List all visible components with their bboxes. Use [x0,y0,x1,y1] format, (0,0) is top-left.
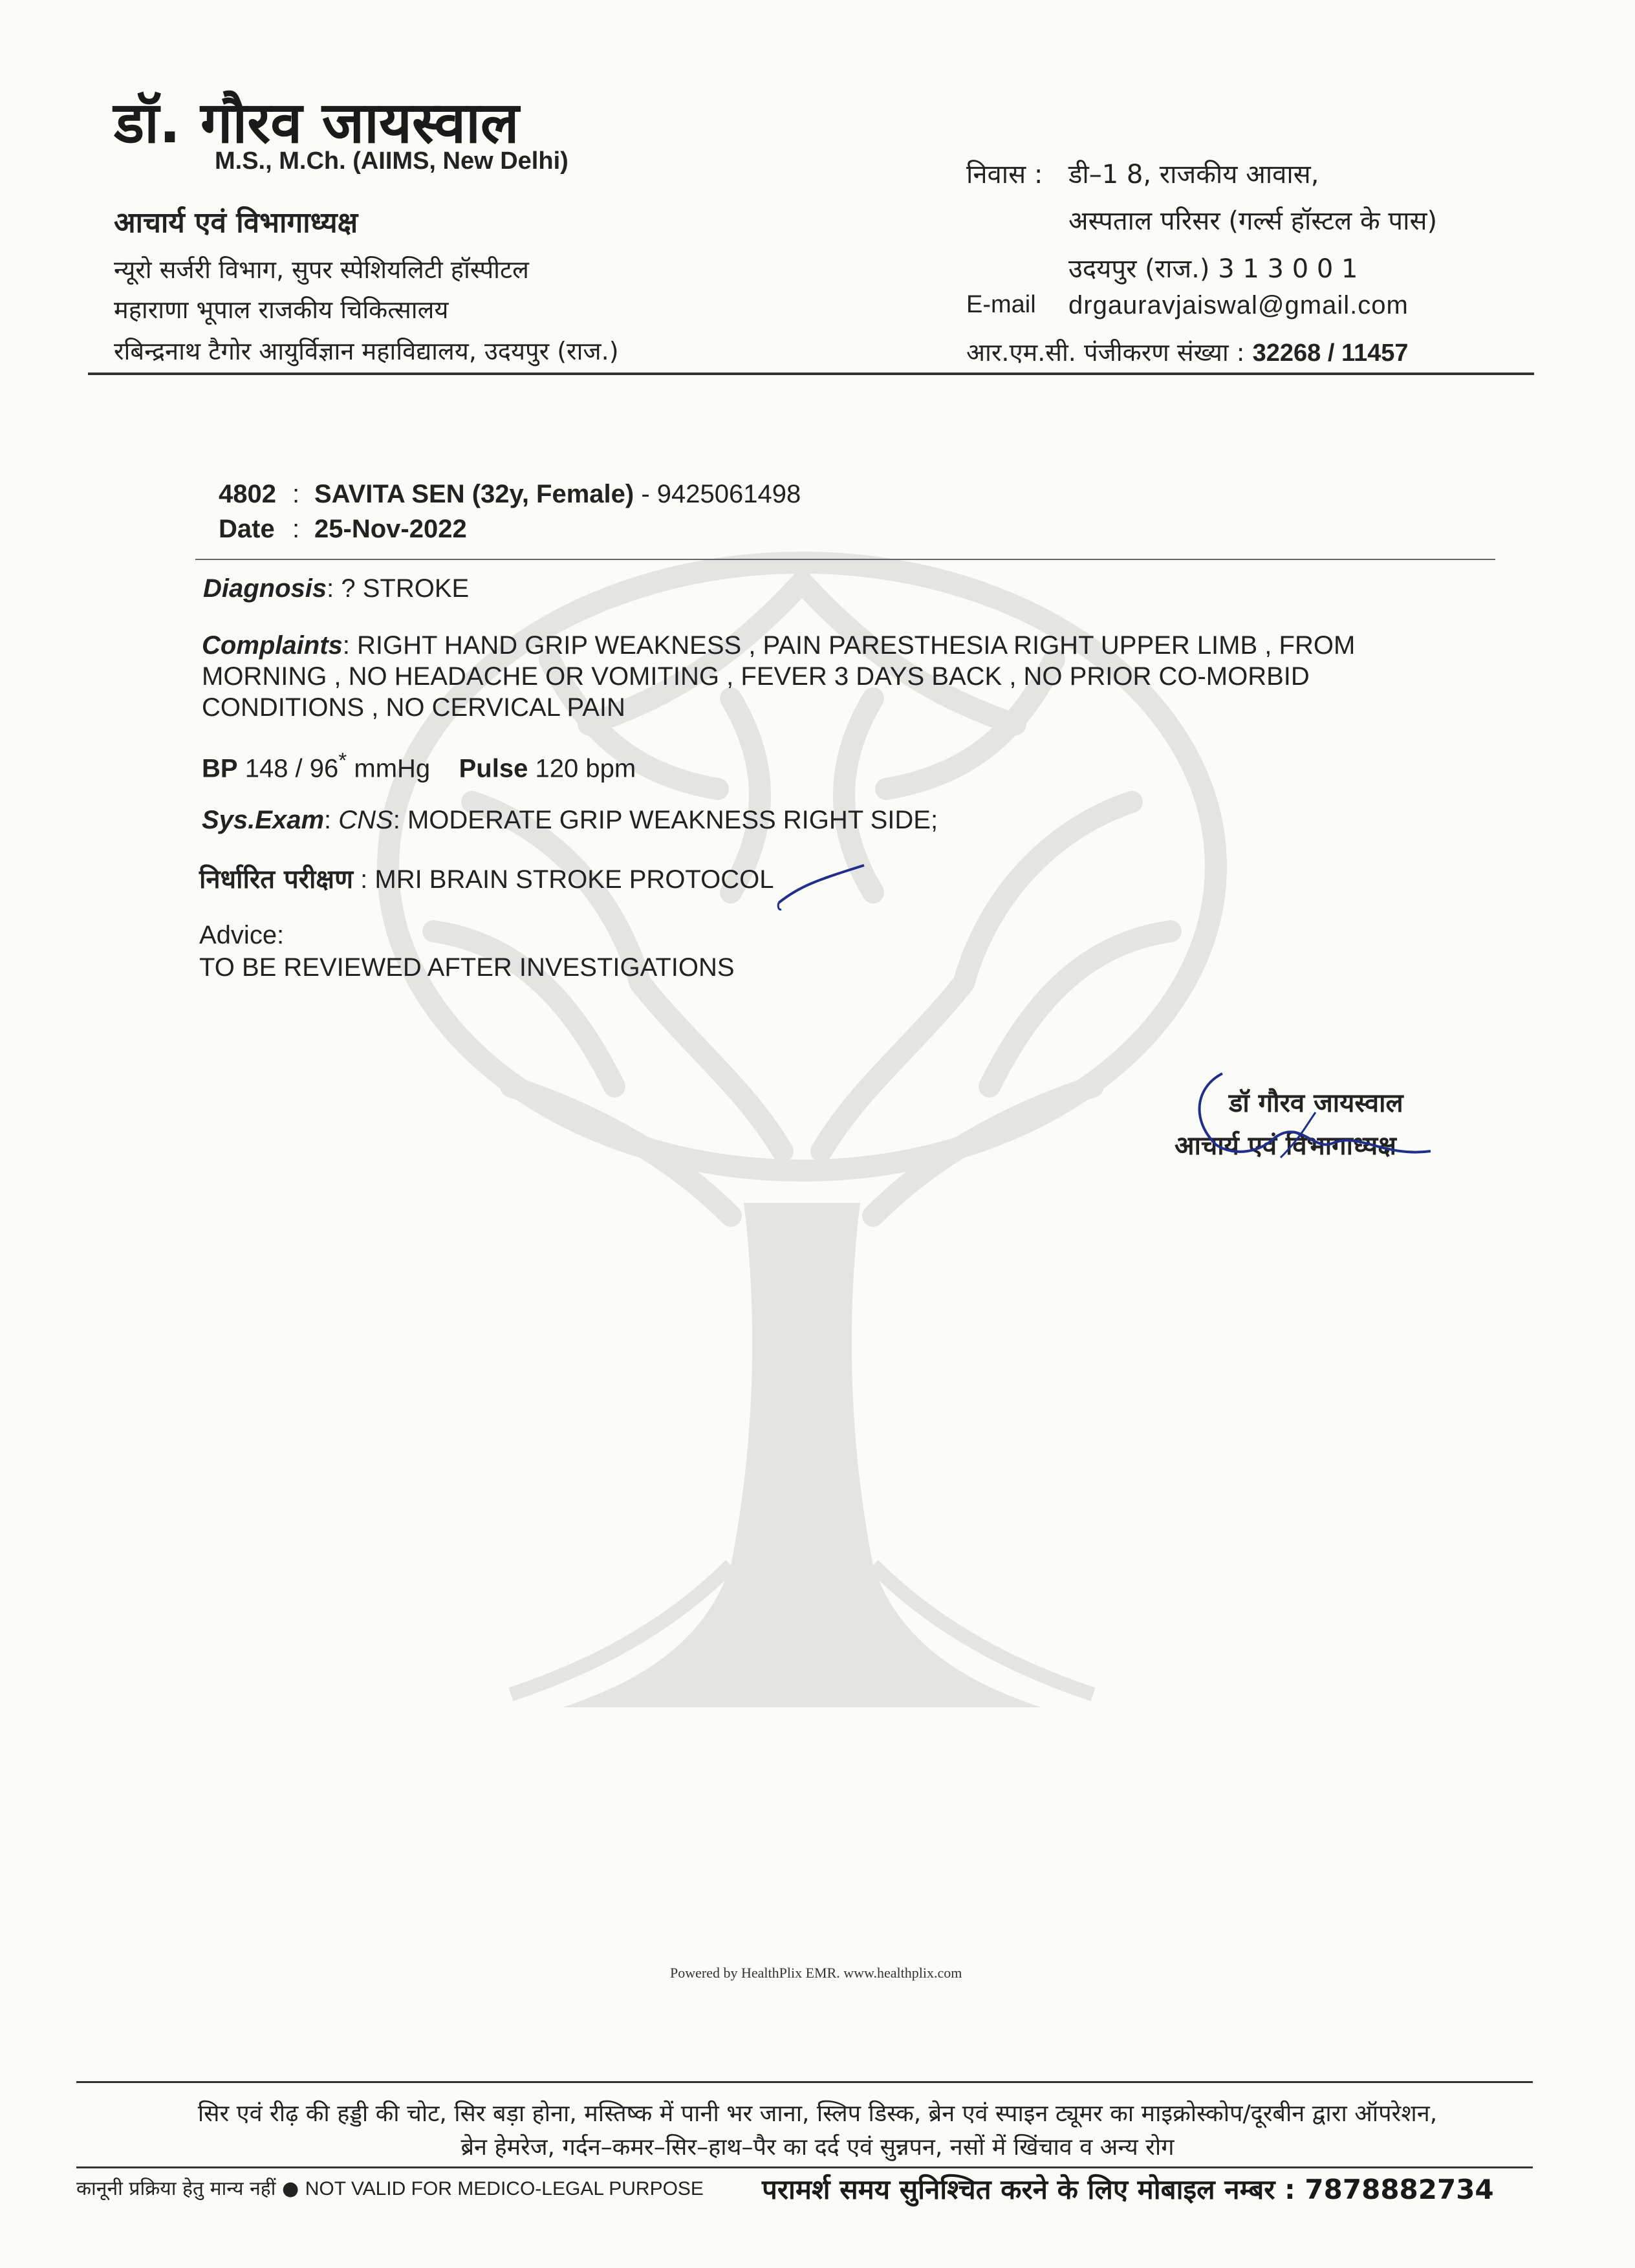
signature-designation: आचार्य एवं विभागाध्यक्ष [1175,1131,1396,1161]
email-label: E-mail [966,291,1036,318]
bullet-icon: ● [281,2177,299,2200]
pulse-label: Pulse [459,754,528,783]
advice-label: Advice: [199,921,285,949]
system-exam: Sys.Exam: CNS: MODERATE GRIP WEAKNESS RIGHT SIDE; [202,806,938,834]
department-line: रबिन्द्रनाथ टैगोर आयुर्विज्ञान महाविद्यालय, उदयपुर (राज.) [114,337,619,365]
footer-divider [76,2166,1533,2168]
signature-name: डॉ गौरव जायस्वाल [1229,1088,1403,1118]
patient-id-separator: : [292,480,300,508]
footer-divider [76,2081,1533,2083]
bp-label: BP [202,754,238,783]
department-line: न्यूरो सर्जरी विभाग, सुपर स्पेशियलिटी हॉस्पीटल [114,255,529,284]
patient-details [314,480,801,509]
patient-name: SAVITA SEN (32y, Female) [314,480,634,508]
investigations [199,860,774,896]
date-separator: : [292,515,300,543]
doctor-degree: M.S., M.Ch. (AIIMS, New Delhi) [215,147,568,175]
complaints-value: : RIGHT HAND GRIP WEAKNESS , PAIN PARESTHESIA RIGHT UPPER LIMB , FROM MORNING , NO HEADACHE OR VOMITING , FEVER 3 DAYS BACK , NO PRIOR CO-MORBID CONDITIONS , NO CERVICAL PAIN [202,631,1356,722]
legal-notice [76,2174,704,2201]
patient-divider [195,559,1495,560]
handwritten-signature [1177,1061,1449,1171]
date-label: Date [219,515,275,543]
sys-exam-label: Sys.Exam [202,806,325,834]
bp-value: 148 / 96 [244,754,339,783]
complaints [202,630,1469,723]
services-line: सिर एवं रीढ़ की हड्डी की चोट, सिर बड़ा होना, मस्तिष्क में पानी भर जाना, स्लिप डिस्क, ब्रेन एवं स्पाइन ट्यूमर का माइक्रोस्कोप/दूरबीन द्वारा ऑपरेशन, [197,2101,1438,2127]
brain-tree-watermark-icon [278,530,1326,1824]
visit-date: 25-Nov-2022 [314,515,467,543]
sys-exam-sub: CNS [338,806,393,834]
diagnosis-label: Diagnosis [203,574,327,603]
residence-line: डी–1 8, राजकीय आवास, [1068,160,1319,189]
legal-notice-hindi: कानूनी प्रक्रिया हेतु मान्य नहीं [76,2177,276,2200]
diagnosis-value: : ? STROKE [327,574,470,603]
advice-value: TO BE REVIEWED AFTER INVESTIGATIONS [199,953,735,982]
header-divider [88,373,1534,375]
registration-number: 32268 / 11457 [1252,340,1409,367]
legal-notice-english: NOT VALID FOR MEDICO-LEGAL PURPOSE [305,2178,704,2199]
services-line: ब्रेन हेमरेज, गर्दन–कमर–सिर–हाथ–पैर का दर्द एवं सुन्नपन, नसों में खिंचाव व अन्य रोग [460,2134,1175,2161]
email-address: drgauravjaiswal@gmail.com [1068,291,1409,319]
residence-line: उदयपुर (राज.) 3 1 3 0 0 1 [1068,254,1358,284]
complaints-label: Complaints [202,631,343,660]
residence-line: अस्पताल परिसर (गर्ल्स हॉस्टल के पास) [1068,206,1438,236]
registration [966,335,1409,369]
doctor-name: डॉ. गौरव जायस्वाल [114,89,519,156]
residence-label: निवास : [966,160,1043,189]
diagnosis [203,574,469,603]
investigation-value: : MRI BRAIN STROKE PROTOCOL [360,865,774,894]
patient-phone: - 9425061498 [641,480,801,508]
pulse-value: 120 bpm [535,754,636,783]
registration-label: आर.एम.सी. पंजीकरण संख्या : [966,338,1245,367]
department-line: महाराणा भूपाल राजकीय चिकित्सालय [114,296,449,324]
doctor-designation: आचार्य एवं विभागाध्यक्ष [114,206,358,239]
investigation-label: निर्धारित परीक्षण [199,865,354,894]
vitals: BP 148 / 96* mmHg Pulse 120 bpm [202,749,636,783]
powered-by: Powered by HealthPlix EMR. www.healthplix.com [670,1965,962,1981]
appointment-mobile: परामर्श समय सुनिश्चित करने के लिए मोबाइल नम्बर : 7878882734 [762,2174,1494,2205]
sys-exam-value: : MODERATE GRIP WEAKNESS RIGHT SIDE; [393,806,938,834]
pen-tick-mark [774,860,871,912]
bp-unit: mmHg [354,754,431,783]
patient-id: 4802 [219,480,276,508]
